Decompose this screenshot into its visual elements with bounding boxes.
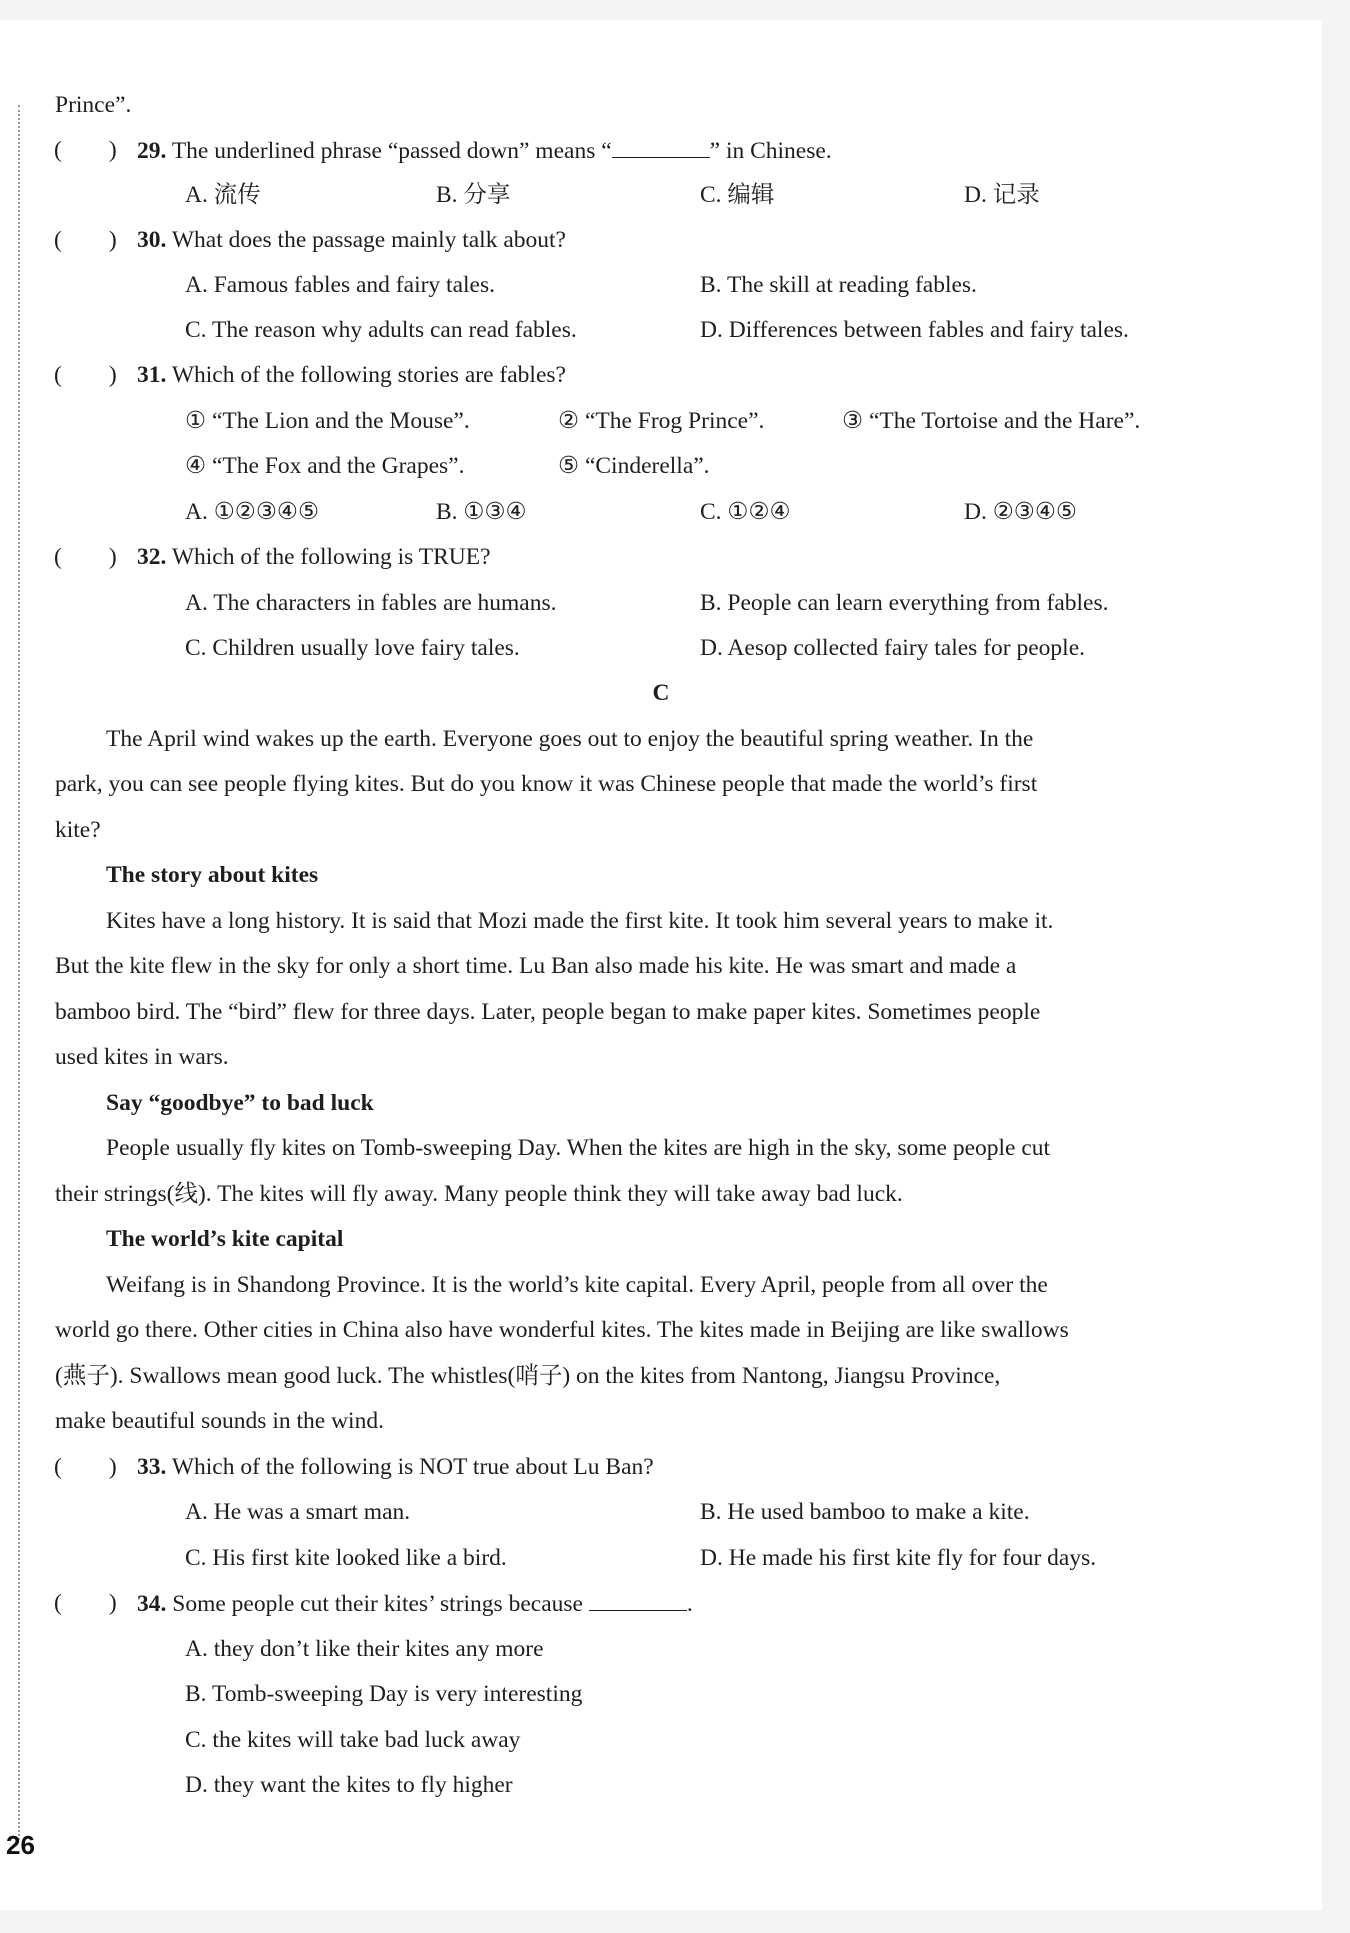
question-number: 31. bbox=[137, 362, 167, 388]
story-4: ④ “The Fox and the Grapes”. bbox=[185, 453, 465, 479]
passage-line: world go there. Other cities in China also have wonderful kites. The kites made in Beijing are like swallows bbox=[55, 1317, 1069, 1343]
question-number: 33. bbox=[137, 1454, 167, 1480]
option-a[interactable]: A. He was a smart man. bbox=[185, 1499, 411, 1525]
answer-bracket[interactable]: ( ) bbox=[54, 227, 117, 253]
option-a[interactable]: A. ①②③④⑤ bbox=[185, 499, 320, 525]
question-number: 34. bbox=[137, 1591, 167, 1617]
question-stem: Some people cut their kites’ strings because bbox=[172, 1591, 583, 1617]
option-b[interactable]: B. 分享 bbox=[436, 182, 511, 208]
passage-line: (燕子). Swallows mean good luck. The whistles(哨子) on the kites from Nantong, Jiangsu Province, bbox=[55, 1363, 1001, 1389]
option-a[interactable]: A. The characters in fables are humans. bbox=[185, 590, 557, 616]
answer-blank[interactable] bbox=[589, 1588, 687, 1611]
option-b[interactable]: B. ①③④ bbox=[436, 499, 527, 525]
question-number: 30. bbox=[137, 227, 167, 253]
passage-line: Kites have a long history. It is said that Mozi made the first kite. It took him several years to make it. bbox=[106, 908, 1054, 934]
option-c[interactable]: C. ①②④ bbox=[700, 499, 791, 525]
option-b[interactable]: B. He used bamboo to make a kite. bbox=[700, 1499, 1030, 1525]
passage-line: park, you can see people flying kites. But do you know it was Chinese people that made the world’s first bbox=[55, 771, 1038, 797]
option-d[interactable]: D. ②③④⑤ bbox=[964, 499, 1077, 525]
worksheet-page bbox=[0, 20, 1322, 1910]
subheading: The story about kites bbox=[106, 862, 319, 888]
question-stem: Which of the following is TRUE? bbox=[171, 544, 491, 570]
option-b[interactable]: B. People can learn everything from fables. bbox=[700, 590, 1109, 616]
option-d[interactable]: D. He made his first kite fly for four days. bbox=[700, 1545, 1097, 1571]
answer-bracket[interactable]: ( ) bbox=[54, 1454, 117, 1480]
answer-blank[interactable] bbox=[612, 135, 710, 158]
subheading: The world’s kite capital bbox=[106, 1226, 344, 1252]
option-a[interactable]: A. Famous fables and fairy tales. bbox=[185, 272, 495, 298]
question-number: 29. bbox=[137, 138, 167, 164]
option-d[interactable]: D. 记录 bbox=[964, 182, 1040, 208]
option-b[interactable]: B. Tomb-sweeping Day is very interesting bbox=[185, 1681, 583, 1707]
answer-bracket[interactable]: ( ) bbox=[54, 362, 117, 388]
passage-line: bamboo bird. The “bird” flew for three days. Later, people began to make paper kites. Sometimes people bbox=[55, 999, 1041, 1025]
option-b[interactable]: B. The skill at reading fables. bbox=[700, 272, 977, 298]
passage-line: The April wind wakes up the earth. Everyone goes out to enjoy the beautiful spring weather. In the bbox=[106, 726, 1034, 752]
option-c[interactable]: C. His first kite looked like a bird. bbox=[185, 1545, 507, 1571]
question-stem: The underlined phrase “passed down” means “ bbox=[171, 138, 612, 164]
option-d[interactable]: D. they want the kites to fly higher bbox=[185, 1772, 513, 1798]
subheading: Say “goodbye” to bad luck bbox=[106, 1090, 374, 1116]
continued-text: Prince”. bbox=[55, 92, 132, 118]
option-d[interactable]: D. Aesop collected fairy tales for people. bbox=[700, 635, 1085, 661]
passage-line: make beautiful sounds in the wind. bbox=[55, 1408, 384, 1434]
option-c[interactable]: C. 编辑 bbox=[700, 182, 775, 208]
question-stem: Which of the following stories are fables? bbox=[171, 362, 566, 388]
margin-dotted-line bbox=[18, 105, 20, 1840]
option-a[interactable]: A. 流传 bbox=[185, 182, 261, 208]
answer-bracket[interactable]: ( ) bbox=[54, 1590, 117, 1616]
story-1: ① “The Lion and the Mouse”. bbox=[185, 408, 470, 434]
story-5: ⑤ “Cinderella”. bbox=[558, 453, 710, 479]
question-stem: Which of the following is NOT true about Lu Ban? bbox=[171, 1454, 654, 1480]
passage-line: People usually fly kites on Tomb-sweeping Day. When the kites are high in the sky, some people cut bbox=[106, 1135, 1051, 1161]
passage-line: Weifang is in Shandong Province. It is the world’s kite capital. Every April, people from all over the bbox=[106, 1272, 1048, 1298]
question-stem-end: . bbox=[686, 1591, 693, 1617]
question-stem: What does the passage mainly talk about? bbox=[171, 227, 566, 253]
option-c[interactable]: C. Children usually love fairy tales. bbox=[185, 635, 520, 661]
passage-line: But the kite flew in the sky for only a short time. Lu Ban also made his kite. He was smart and made a bbox=[55, 953, 1017, 979]
answer-bracket[interactable]: ( ) bbox=[54, 137, 117, 163]
passage-line: their strings(线). The kites will fly away. Many people think they will take away bad luck. bbox=[55, 1181, 903, 1207]
question-stem-end: ” in Chinese. bbox=[709, 138, 832, 164]
passage-line: kite? bbox=[55, 817, 101, 843]
question-number: 32. bbox=[137, 544, 167, 570]
option-a[interactable]: A. they don’t like their kites any more bbox=[185, 1636, 544, 1662]
story-2: ② “The Frog Prince”. bbox=[558, 408, 765, 434]
option-d[interactable]: D. Differences between fables and fairy tales. bbox=[700, 317, 1129, 343]
page-number: 26 bbox=[6, 1830, 35, 1860]
answer-bracket[interactable]: ( ) bbox=[54, 544, 117, 570]
option-c[interactable]: C. the kites will take bad luck away bbox=[185, 1727, 521, 1753]
passage-line: used kites in wars. bbox=[55, 1044, 229, 1070]
section-label: C bbox=[652, 680, 670, 706]
option-c[interactable]: C. The reason why adults can read fables. bbox=[185, 317, 577, 343]
story-3: ③ “The Tortoise and the Hare”. bbox=[842, 408, 1141, 434]
